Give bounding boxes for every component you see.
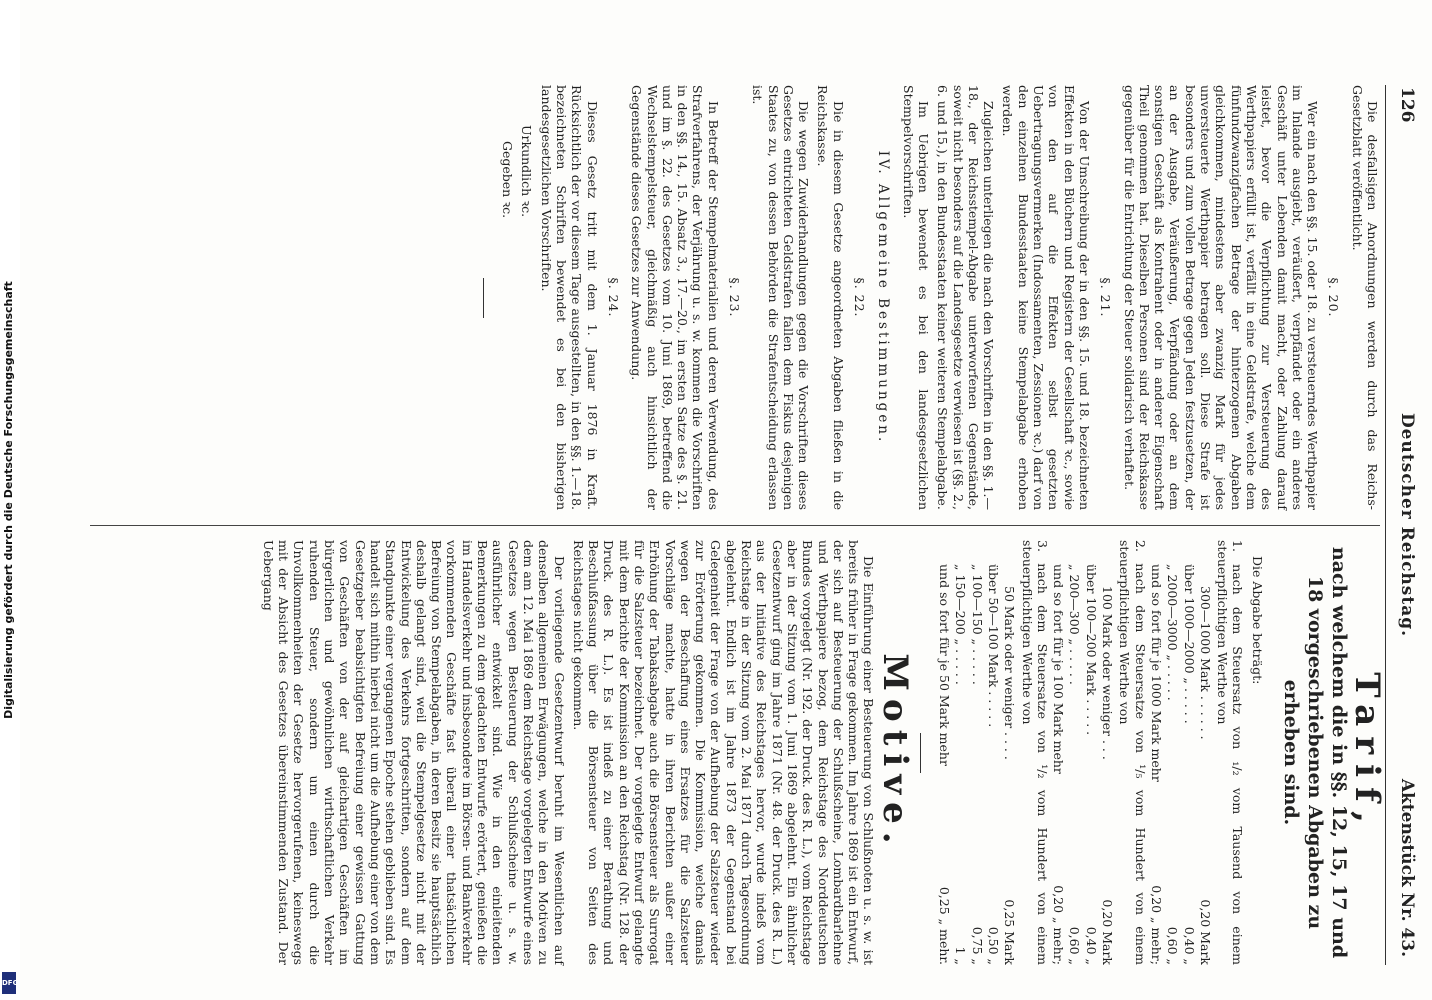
rate-range: 50 Mark oder weniger . . . . (1002, 586, 1018, 760)
rate-intro: Die Abgabe beträgt: (1249, 556, 1265, 685)
rate-amount: 0,20 Mark (1197, 899, 1213, 965)
section-22-paragraph-1: Die in diesem Gesetze angeordneten Abgaben fließen in die Reichskasse. (815, 85, 846, 510)
rate-range: „ 150—200 „ . . . . . (953, 564, 969, 685)
rate-row (1067, 540, 1082, 965)
rate-amount: 0,60 „ (1165, 926, 1181, 965)
rate-row (1100, 540, 1115, 965)
rate-row (969, 540, 984, 965)
motive-paragraph-1: Die Einführung einer Besteuerung von Schlußnoten u. s. w. ist bereits früher in Frage gekommen. Im Jahre 1869 ist ein Entwurf, der sich auf Besteuerung der Schlußscheine, Lombardbarlehne und Werthpapiere bezog, dem Reichstage des Norddeutschen Bundes vorgelegt (Nr. 192. der Druck. des R. L.), vom Reichstage aber in der Sitzung vom 1. Juni 1869 abgelehnt. Ein ähnlicher Gesetzentwurf ging im Jahre 1871 (Nr. 48. der Druck. des R. L.) aus der Initiative des Reichstages hervor, wurde indeß vom Reichstage in der Sitzung vom 2. Mai 1871 durch Tagesordnung abgelehnt. Endlich ist im Jahre 1873 der Gegenstand bei Gelegenheit der Frage von der Aufhebung der Salzsteuer wieder zur Erörterung gekommen. Die Kommission, welche damals wegen der Beschaffung eines Ersatzes für die Salzsteuer Vorschläge machte, hatte in ihren Berichten außer einer Erhöhung der Tabaksabgabe auch die Börsensteuer als Surrogat für die Salzsteuer bezeichnet. Der vorgelegte Entwurf gelangte mit dem Berichte der Kommission an den Reichstag (Nr. 128. der Druck. des R. L.). Es ist indeß zu einer Berathung und Beschlußfassung über die Börsensteuer von Seiten des Reichstages nicht gekommen. (570, 540, 877, 965)
section-23-text: In Betreff der Stempelmaterialien und deren Verwendung, des Strafverfahrens, der Verjährung u. s. w. kommen die Vorschriften in den §§. 14., 15. Absatz 3., 17.—20., im ersten Satze des §. 21. und im §. 22. des Gesetzes vom 10. Juni 1869, betreffend die Wechselstempelsteuer, gleichmäßig auch hinsichtlich der Gegenstände dieses Gesetzes zur Anwendung. (629, 85, 721, 510)
tariff-item-1: 1. nach dem Steuersatz von ₁/₂ vom Tausend von einem steuerpflichtigen Werthe von (1215, 540, 1246, 965)
section-24-text: Dieses Gesetz tritt mit dem 1. Januar 1876 in Kraft. Rücksichtlich der vor diesem Tage ausgestellten, in den §§. 1.—18. bezeichneten Schriften bewendet es bei den bisherigen landesgesetzlichen Vorschriften. (538, 85, 600, 510)
section-22-heading: §. 22. (852, 277, 868, 318)
rate-range: „ 2000—3000 „ . . . . . (1165, 564, 1181, 701)
rate-range: über 100—200 Mark . . . . . (1083, 564, 1099, 736)
rate-range: über 1000—2000 „ . . . . . (1181, 564, 1197, 724)
section-20-text: Wer ein nach den §§. 15. oder 18. zu versteuerndes Werthpapier im Inlande ausgiebt, veräußert, verpfändet oder ein anderes Geschäft unter Lebenden damit macht, oder Zahlung darauf leistet, bevor die Verpflichtung zur Versteuerung des Werthpapiers erfüllt ist, verfällt in eine Geldstrafe, welche dem fünfundzwanzigfachen Betrage der hinterzogenen Abgaben gleichkommen, mindestens aber zwanzig Mark für jedes unversteuerte Werthpapier betragen soll. Diese Strafe ist besonders und zum vollen Betrage gegen Jeden festzusetzen, der an der Ausgabe, Veräußerung, Verpfändung oder an dem sonstigen Geschäft als Kontrahent oder in anderer Eigenschaft Theil genommen hat. Dieselben Personen sind der Reichskasse gegenüber für die Entrichtung der Steuer solidarisch verhaftet. (1121, 85, 1321, 510)
rate-row (1149, 540, 1164, 965)
digitization-sidebar (0, 0, 20, 1000)
rate-range: 100 Mark oder weniger . . . (1100, 586, 1116, 760)
section-24-heading: §. 24. (605, 277, 621, 318)
rate-row (1051, 540, 1066, 965)
left-column (465, 85, 1380, 510)
document-number: Aktenstück Nr. 43. (1397, 778, 1417, 957)
right-column (257, 540, 1387, 965)
rate-row (1181, 540, 1196, 965)
rate-amount: 0,40 „ (1083, 926, 1099, 965)
rate-row (953, 540, 968, 965)
scanned-page (90, 85, 1420, 965)
motive-paragraph-2: Der vorliegende Gesetzentwurf beruht im Wesentlichen auf denselben allgemeinen Erwägungen, welche in den Motiven zu dem am 12. Mai 1869 dem Reichstage vorgelegten Entwurfe eines Gesetzes wegen Besteuerung der Schlußscheine u. s. w. ausführlicher entwickelt sind. Wie in den einleitenden Bemerkungen zu dem gedachten Entwurfe erörtert, genießen die im Handelsverkehr und insbesondere im Börsen- und Bankverkehr vorkommenden Geschäfte fast überall einer thatsächlichen Befreiung von Stempelabgaben, in deren Besitz sie hauptsächlich deshalb gelangt sind, weil die Stempelgesetze nicht mit der Entwickelung des Verkehrs fortgeschritten, sondern auf dem Standpunkte einer vergangenen Epoche stehen geblieben sind. Es handelt sich mithin hierbei nicht um die Aufhebung einer von dem Gesetzgeber beabsichtigten Befreiung einer gewissen Gattung von Geschäften von der auf gleichartigen Geschäften im bürgerlichen und gewöhnlichen wirthschaftlichen Verkehr ruhenden Steuer, sondern um einen durch die Unvollkommenheiten der Gesetze hervorgerufenen, keineswegs mit der Absicht des Gesetzes übereinstimmenden Zustand. Der Uebergang (260, 540, 567, 965)
page-content (90, 85, 1420, 965)
tariff-title: Tarif, (1347, 672, 1387, 833)
section-21-paragraph-2: Zugleichen unterliegen die nach den Vorschriften in den §§. 1.—18., der Reichsstempel-Abgabe unterworfenen Gegenstände, soweit nicht besonders auf die Landesgesetze verwiesen ist (§§. 2., 6. und 15.), in den Bundesstaaten keiner weiteren Stempelabgabe. (935, 85, 997, 510)
rate-amount: 1 „ (953, 946, 969, 965)
digitization-credit: Digitalisierung gefördert durch die Deutsche Forschungsgemeinschaft (2, 281, 15, 719)
column-divider (90, 525, 1380, 526)
rate-row (1165, 540, 1180, 965)
tariff-item-3: 3. nach dem Steuersatze von ¹/₂ vom Hundert von einem steuerpflichtigen Werthe von (1019, 540, 1050, 965)
rate-amount: 0,20 Mark (1100, 899, 1116, 965)
section-22-paragraph-2: Die wegen Zuwiderhandlungen gegen die Vorschriften dieses Gesetzes entrichteten Geldstrafen fallen dem Fiskus desjenigen Staates zu, von dessen Behörden die Strafentscheidung erlassen ist. (750, 85, 812, 510)
closing-date-formula: Gegeben ꝛc. (500, 141, 516, 219)
section-20-heading: §. 20. (1326, 277, 1342, 318)
section-21-heading: §. 21. (1098, 277, 1114, 318)
running-head: Deutscher Reichstag. (1397, 412, 1417, 638)
rate-row (1083, 540, 1098, 965)
section-21-paragraph-1: Von der Umschreibung der in den §§. 15. und 18. bezeichneten Effekten in den Büchern und Registern der Gesellschaft ꝛc., sowie von den auf die Effekten selbst gesetzten Uebertragungsvermerken (Indossamenten, Zessionen ꝛc.) darf von den einzelnen Bundesstaaten keine Stempelabgabe erhoben werden. (1000, 85, 1092, 510)
rate-range: 300—1000 Mark . . . . . . (1197, 586, 1213, 740)
rate-amount: 0,25 „ mehr. (937, 886, 953, 965)
page-header (1385, 85, 1420, 965)
rate-row (1002, 540, 1017, 965)
rate-amount: 0,20 „ mehr; (1148, 885, 1164, 965)
rate-amount: 0,20 „ mehr; (1051, 885, 1067, 965)
rate-amount: 0,40 „ (1181, 926, 1197, 965)
tariff-end-rule (920, 733, 921, 773)
dfg-logo: DFG (2, 972, 16, 994)
rate-range: und so fort für je 1000 Mark mehr (1148, 564, 1164, 782)
page-number: 126 (1397, 87, 1417, 123)
tariff-item-2: 2. nach dem Steuersatze von ¹/₅ vom Hundert von einem steuerpflichtigen Werthe von (1117, 540, 1148, 965)
rate-row (1198, 540, 1213, 965)
section-23-heading: §. 23. (727, 277, 743, 318)
section-iv-heading: IV. Allgemeine Bestimmungen. (875, 150, 892, 445)
rate-amount: 0,25 Mark (1002, 899, 1018, 965)
rate-range: und so fort für je 100 Mark mehr (1051, 564, 1067, 774)
tariff-subtitle: nach welchem die in §§. 12, 15, 17 und 18 vorgeschriebenen Abgaben zu erheben sind. (1279, 546, 1350, 959)
section-21-paragraph-3: Im Uebrigen bewendet es bei den landesgesetzlichen Stempelvorschriften. (900, 85, 931, 510)
rate-row (986, 540, 1001, 965)
rate-range: „ 100—150 „ . . . . . (969, 564, 985, 685)
rate-amount: 0,50 „ (985, 926, 1001, 965)
intro-paragraph: Die desfallsigen Anordnungen werden durch das Reichs-Gesetzblatt veröffentlicht. (1349, 85, 1380, 510)
motive-title: Motive. (874, 653, 915, 852)
rate-row (937, 540, 952, 965)
rate-range: „ 200—300 „ . . . . . (1067, 564, 1083, 685)
rate-range: und so fort für je 50 Mark mehr (937, 564, 953, 766)
rate-amount: 0,75 „ (969, 926, 985, 965)
rate-amount: 0,60 „ (1067, 926, 1083, 965)
rate-range: über 50—100 Mark . . . . . (985, 564, 1001, 728)
closing-formula: Urkundlich ꝛc. (519, 125, 535, 218)
end-rule (483, 278, 484, 318)
